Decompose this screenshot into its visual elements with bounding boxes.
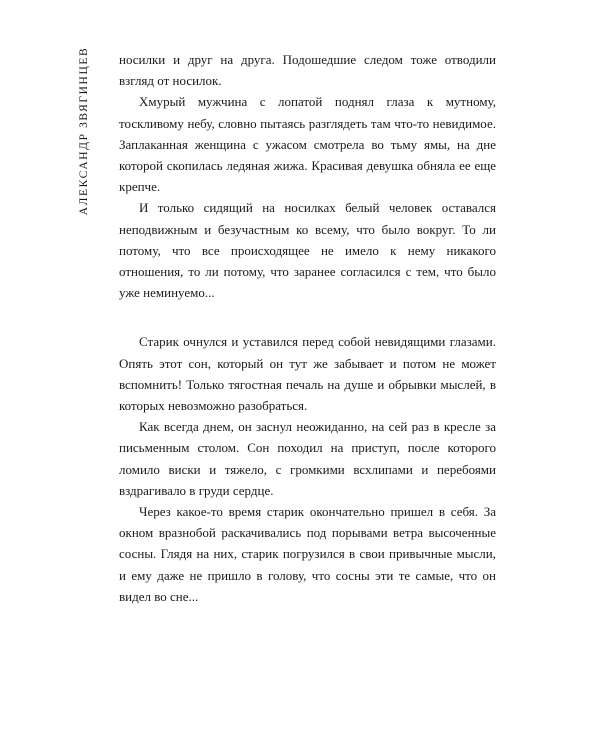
book-page-text — [119, 49, 496, 607]
paragraph: носилки и друг на друга. Подошедшие следом тоже отводили взгляд от носилок. — [119, 52, 496, 89]
paragraph: Через какое-то время старик окончательно пришел в себя. За окном вразнобой раскачивались под порывами ветра высоченные сосны. Глядя на них, старик погрузился в свои привычные мысли, и ему даже не пришло в голову, что сосны эти те самые, что он видел во сне... — [119, 504, 496, 604]
section-break — [119, 303, 496, 331]
paragraph: Хмурый мужчина с лопатой поднял глаза к мутному, тоскливому небу, словно пытаясь разглядеть там что-то невидимое. Заплаканная женщина с ужасом смотрела во тьму ямы, на дне которой скопилась ледяная жижа. Красивая девушка обняла ее еще крепче. — [119, 94, 496, 195]
running-head-author: АЛЕКСАНДР ЗВЯГИНЦЕВ — [78, 46, 90, 216]
paragraph: И только сидящий на носилках белый человек оставался неподвижным и безучастным ко всему, что было вокруг. То ли потому, что все происходящее не имело к нему никакого отношения, то ли потому, что заранее согласился с тем, что было уже неминуемо... — [119, 200, 496, 301]
paragraph: Старик очнулся и уставился перед собой невидящими глазами. Опять этот сон, который он тут же забывает и потом не может вспомнить! Только тягостная печаль на душе и обрывки мыслей, в которых невозможно разобраться. — [119, 334, 496, 414]
running-head — [74, 46, 94, 216]
paragraph: Как всегда днем, он заснул неожиданно, на сей раз в кресле за письменным столом. Сон походил на приступ, после которого ломило виски и тяжело, с громкими всхлипами и перебоями вздрагивало в груди сердце. — [119, 419, 496, 498]
